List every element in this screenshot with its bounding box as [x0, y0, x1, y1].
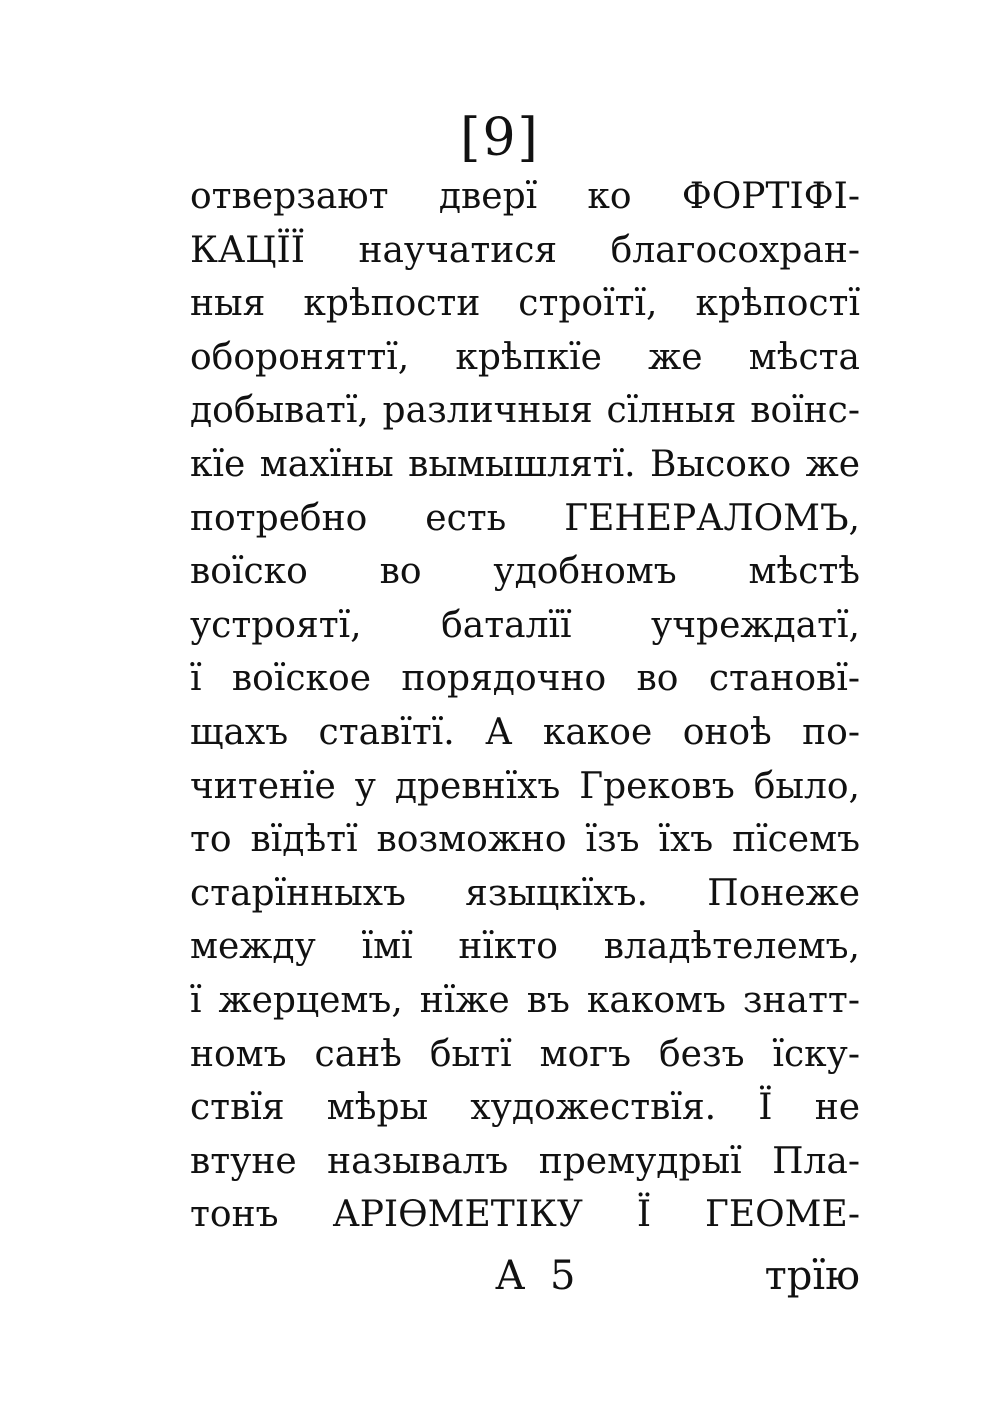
page-number: [9]	[460, 108, 540, 168]
text-line: втуне называлъ премудрыї Пла-	[190, 1140, 860, 1182]
text-line: потребно есть ГЕНЕРАЛОМЪ,	[190, 497, 860, 539]
text-line: ныя крѣпости строїтї, крѣпостї	[190, 283, 860, 325]
text-line: тонъ АРІѲМЕТІКУ Ї ГЕОМЕ-	[190, 1194, 860, 1236]
text-line: ствїя мѣры художествїя. Ї не	[190, 1087, 860, 1129]
text-line: между їмї нїкто владѣтелемъ,	[190, 926, 860, 968]
text-line: ї жерцемъ, нїже въ какомъ знатт-	[190, 979, 860, 1021]
text-line: добыватї, различныя сїлныя воїнс-	[190, 390, 860, 432]
text-line: читенїе у древнїхъ Грековъ было,	[190, 765, 860, 807]
text-line: щахъ ставїтї. А какое оноѣ по-	[190, 711, 860, 753]
text-line: отверзают дверї ко ФОРТІФІ-	[190, 176, 860, 217]
body-text	[190, 170, 860, 1242]
text-line: старїнныхъ языцкїхъ. Понеже	[190, 872, 860, 914]
page-footer	[190, 1246, 860, 1306]
text-line: то вїдѣтї возможно їзъ їхъ пїсемъ	[190, 819, 860, 861]
text-line: воїско во удобномъ мѣстѣ	[190, 551, 860, 593]
text-line: устроятї, баталїї учреждатї,	[190, 604, 860, 646]
text-line: ї воїское порядочно во становї-	[190, 658, 860, 700]
text-line: КАЦЇЇ научатися благосохран-	[190, 229, 860, 271]
text-line: кїе махїны вымышлятї. Высоко же	[190, 443, 860, 485]
text-line: обороняттї, крѣпкїе же мѣста	[190, 336, 860, 378]
catchword: трїю	[764, 1253, 860, 1299]
text-line: номъ санѣ бытї могъ безъ їску-	[190, 1033, 860, 1075]
signature-mark: А 5	[495, 1253, 582, 1299]
